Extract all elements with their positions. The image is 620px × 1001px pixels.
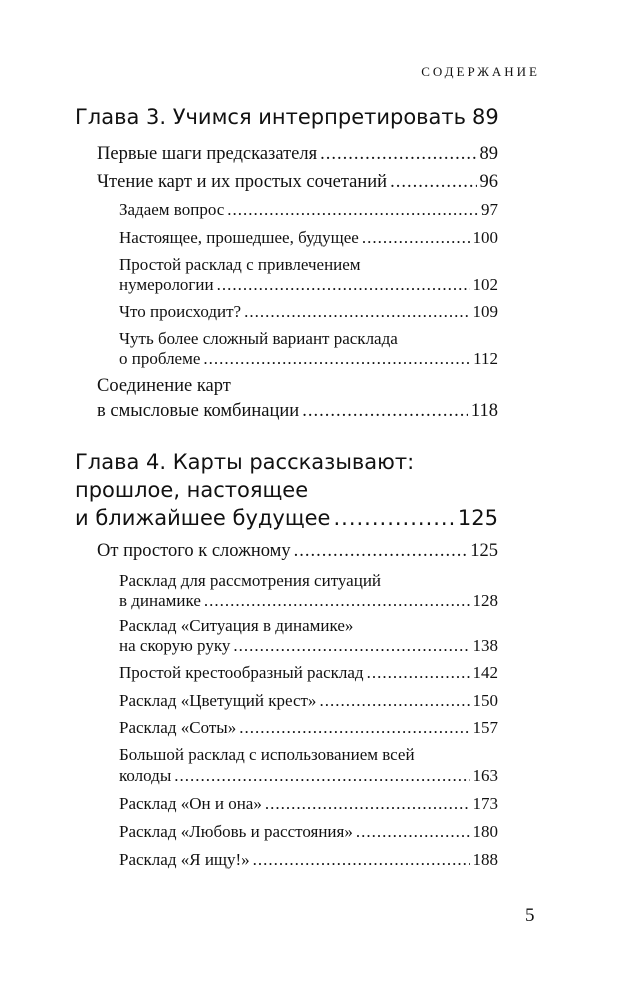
leader-dots <box>390 172 476 193</box>
leader-dots <box>302 401 468 422</box>
toc-chapter-title-line2: прошлое, настоящее <box>75 478 309 502</box>
toc-entry <box>119 275 498 295</box>
leader-dots <box>367 663 470 683</box>
toc-page-number: 100 <box>472 228 498 247</box>
toc-entry-title: в динамике <box>119 591 201 610</box>
toc-entry <box>119 302 498 322</box>
toc-page-number: 118 <box>470 401 498 421</box>
toc-page-number: 157 <box>472 718 498 737</box>
leader-dots <box>356 822 470 842</box>
toc-page-number: 150 <box>472 691 498 710</box>
leader-dots <box>239 718 469 738</box>
toc-entry <box>119 228 498 248</box>
toc-chapter-title: и ближайшее будущее <box>75 506 331 530</box>
toc-page-number: 102 <box>472 275 498 294</box>
toc-entry <box>119 718 498 738</box>
toc-entry <box>119 636 498 656</box>
toc-chapter-3 <box>75 105 498 129</box>
toc-entry-title: Расклад «Цветущий крест» <box>119 691 317 710</box>
toc-page-number: 109 <box>472 302 498 321</box>
toc-entry-line1: Большой расклад с использованием всей <box>119 745 415 764</box>
toc-chapter-4 <box>75 506 498 530</box>
toc-entry-title: Первые шаги предсказателя <box>97 144 318 164</box>
leader-dots <box>204 591 470 611</box>
toc-entry <box>97 172 498 193</box>
toc-entry-title: на скорую руку <box>119 636 231 655</box>
leader-dots <box>320 144 476 165</box>
leader-dots <box>227 200 478 220</box>
toc-entry-title: Настоящее, прошедшее, будущее <box>119 228 359 247</box>
toc-entry <box>119 349 498 369</box>
leader-dots <box>319 691 469 711</box>
toc-page-number: 188 <box>472 850 498 869</box>
toc-entry <box>119 794 498 814</box>
toc-page-number: 128 <box>472 591 498 610</box>
toc-entry <box>119 591 498 611</box>
toc-entry-line1: Чуть более сложный вариант расклада <box>119 329 398 348</box>
toc-entry <box>119 691 498 711</box>
leader-dots <box>333 506 454 530</box>
toc-chapter-title: Глава 3. Учимся интерпретировать <box>75 105 467 129</box>
toc-page-number: 125 <box>470 541 498 561</box>
toc-page-number: 125 <box>457 506 498 530</box>
toc-entry <box>97 144 498 165</box>
toc-entry-line1: Простой расклад с привлечением <box>119 255 361 274</box>
toc-entry-title: в смысловые комбинации <box>97 401 300 421</box>
page-number: 5 <box>525 905 535 926</box>
leader-dots <box>253 850 470 870</box>
toc-entry-title: нумерологии <box>119 275 214 294</box>
running-header: СОДЕРЖАНИЕ <box>421 64 540 79</box>
toc-entry <box>119 663 498 683</box>
toc-page-number: 180 <box>472 822 498 841</box>
toc-entry-title: Расклад «Он и она» <box>119 794 262 813</box>
toc-entry-title: Расклад «Соты» <box>119 718 237 737</box>
leader-dots <box>294 541 468 562</box>
toc-entry-title: Расклад «Я ищу!» <box>119 850 250 869</box>
toc-entry-title: Что происходит? <box>119 302 242 321</box>
leader-dots <box>174 766 469 786</box>
toc-entry-title: Простой крестообразный расклад <box>119 663 364 682</box>
toc-entry-title: о проблеме <box>119 349 201 368</box>
toc-entry-line1: Соединение карт <box>97 376 231 396</box>
toc-entry <box>119 766 498 786</box>
leader-dots <box>203 349 470 369</box>
toc-entry <box>119 200 498 220</box>
toc-entry <box>119 822 498 842</box>
toc-entry-line1: Расклад «Ситуация в динамике» <box>119 616 354 635</box>
toc-entry <box>97 541 498 562</box>
toc-entry-title: Чтение карт и их простых сочетаний <box>97 172 388 192</box>
toc-page-number: 96 <box>479 172 498 192</box>
toc-page-number: 138 <box>472 636 498 655</box>
toc-entry-title: Расклад «Любовь и расстояния» <box>119 822 353 841</box>
toc-page-number: 89 <box>479 144 498 164</box>
toc-entry-title: Задаем вопрос <box>119 200 225 219</box>
leader-dots <box>217 275 470 295</box>
toc-entry-title: колоды <box>119 766 172 785</box>
toc-page-number: 163 <box>472 766 498 785</box>
leader-dots <box>233 636 469 656</box>
toc-entry-title: От простого к сложному <box>97 541 291 561</box>
toc-entry <box>97 401 498 422</box>
toc-page-number: 112 <box>473 349 498 368</box>
toc-page-number: 89 <box>472 105 499 129</box>
toc-page-number: 173 <box>472 794 498 813</box>
toc-chapter-title-line1: Глава 4. Карты рассказывают: <box>75 450 415 474</box>
leader-dots <box>244 302 469 322</box>
toc-entry-line1: Расклад для рассмотрения ситуаций <box>119 571 382 590</box>
toc-page-number: 97 <box>481 200 498 219</box>
leader-dots <box>265 794 470 814</box>
leader-dots <box>362 228 470 248</box>
toc-page-number: 142 <box>472 663 498 682</box>
toc-entry <box>119 850 498 870</box>
